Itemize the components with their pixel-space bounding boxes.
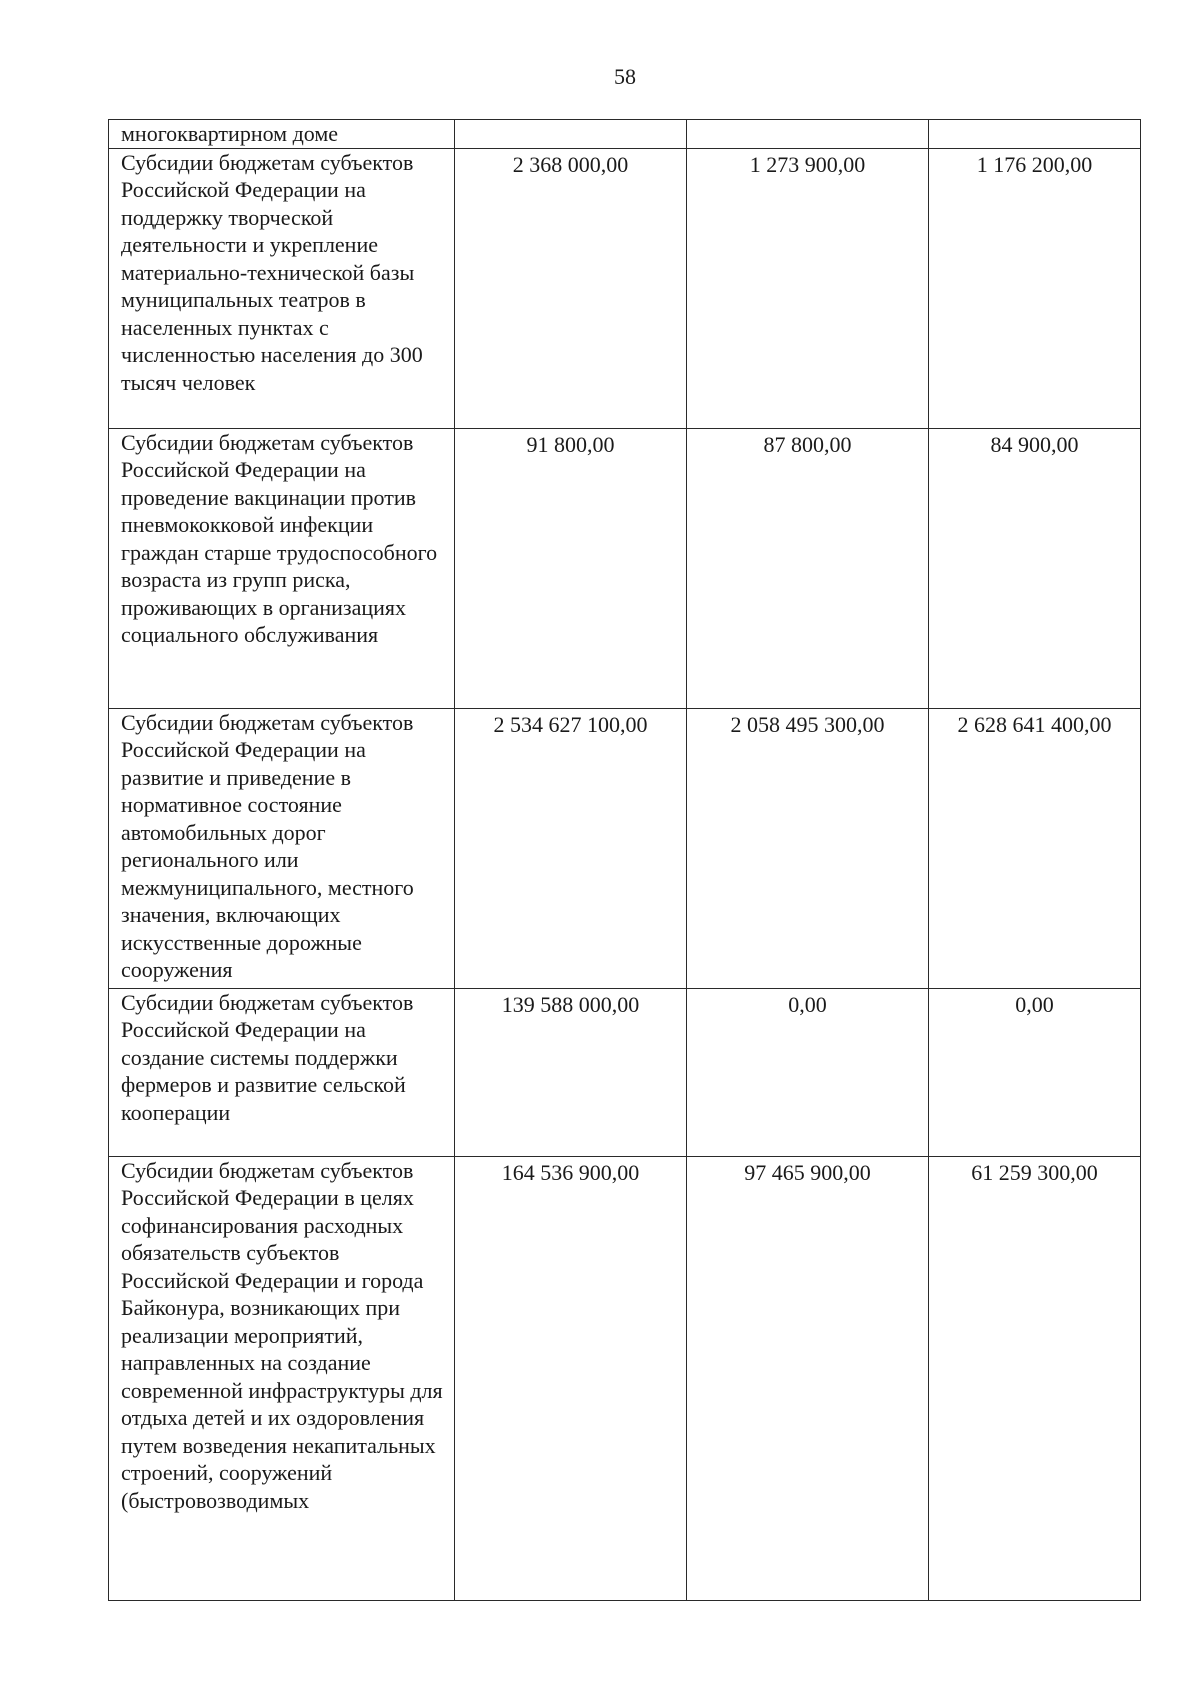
row-description: Субсидии бюджетам субъектов Российской Федерации на поддержку творческой деятельности и укрепление материально-технической базы муниципальных театров в населенных пунктах с численностью населения до 300 тысяч человек [109, 148, 455, 428]
row-description: Субсидии бюджетам субъектов Российской Федерации на развитие и приведение в нормативное состояние автомобильных дорог регионального или межмуниципального, местного значения, включающих искусственные дорожные сооружения [109, 708, 455, 988]
value-cell: 87 800,00 [687, 428, 929, 708]
value-cell: 91 800,00 [455, 428, 687, 708]
value-cell: 84 900,00 [929, 428, 1141, 708]
value-cell: 2 058 495 300,00 [687, 708, 929, 988]
budget-table [108, 119, 1141, 1601]
value-cell: 2 534 627 100,00 [455, 708, 687, 988]
value-cell: 0,00 [687, 988, 929, 1156]
table-row [109, 428, 1141, 708]
row-description: многоквартирном доме [109, 120, 455, 149]
value-cell [929, 120, 1141, 149]
value-cell: 164 536 900,00 [455, 1156, 687, 1600]
row-description: Субсидии бюджетам субъектов Российской Федерации на создание системы поддержки фермеров и развитие сельской кооперации [109, 988, 455, 1156]
value-cell: 1 273 900,00 [687, 148, 929, 428]
value-cell: 61 259 300,00 [929, 1156, 1141, 1600]
table-row [109, 708, 1141, 988]
value-cell: 2 368 000,00 [455, 148, 687, 428]
value-cell: 97 465 900,00 [687, 1156, 929, 1600]
table-row [109, 1156, 1141, 1600]
value-cell: 1 176 200,00 [929, 148, 1141, 428]
value-cell [687, 120, 929, 149]
page-number: 58 [614, 64, 636, 89]
value-cell: 139 588 000,00 [455, 988, 687, 1156]
row-description: Субсидии бюджетам субъектов Российской Федерации в целях софинансирования расходных обязательств субъектов Российской Федерации и города Байконура, возникающих при реализации мероприятий, направленных на создание современной инфраструктуры для отдыха детей и их оздоровления путем возведения некапитальных строений, сооружений (быстровозводимых [109, 1156, 455, 1600]
value-cell [455, 120, 687, 149]
table-row [109, 120, 1141, 149]
table-row [109, 148, 1141, 428]
table-row [109, 988, 1141, 1156]
row-description: Субсидии бюджетам субъектов Российской Федерации на проведение вакцинации против пневмококковой инфекции граждан старше трудоспособного возраста из групп риска, проживающих в организациях социального обслуживания [109, 428, 455, 708]
value-cell: 2 628 641 400,00 [929, 708, 1141, 988]
value-cell: 0,00 [929, 988, 1141, 1156]
